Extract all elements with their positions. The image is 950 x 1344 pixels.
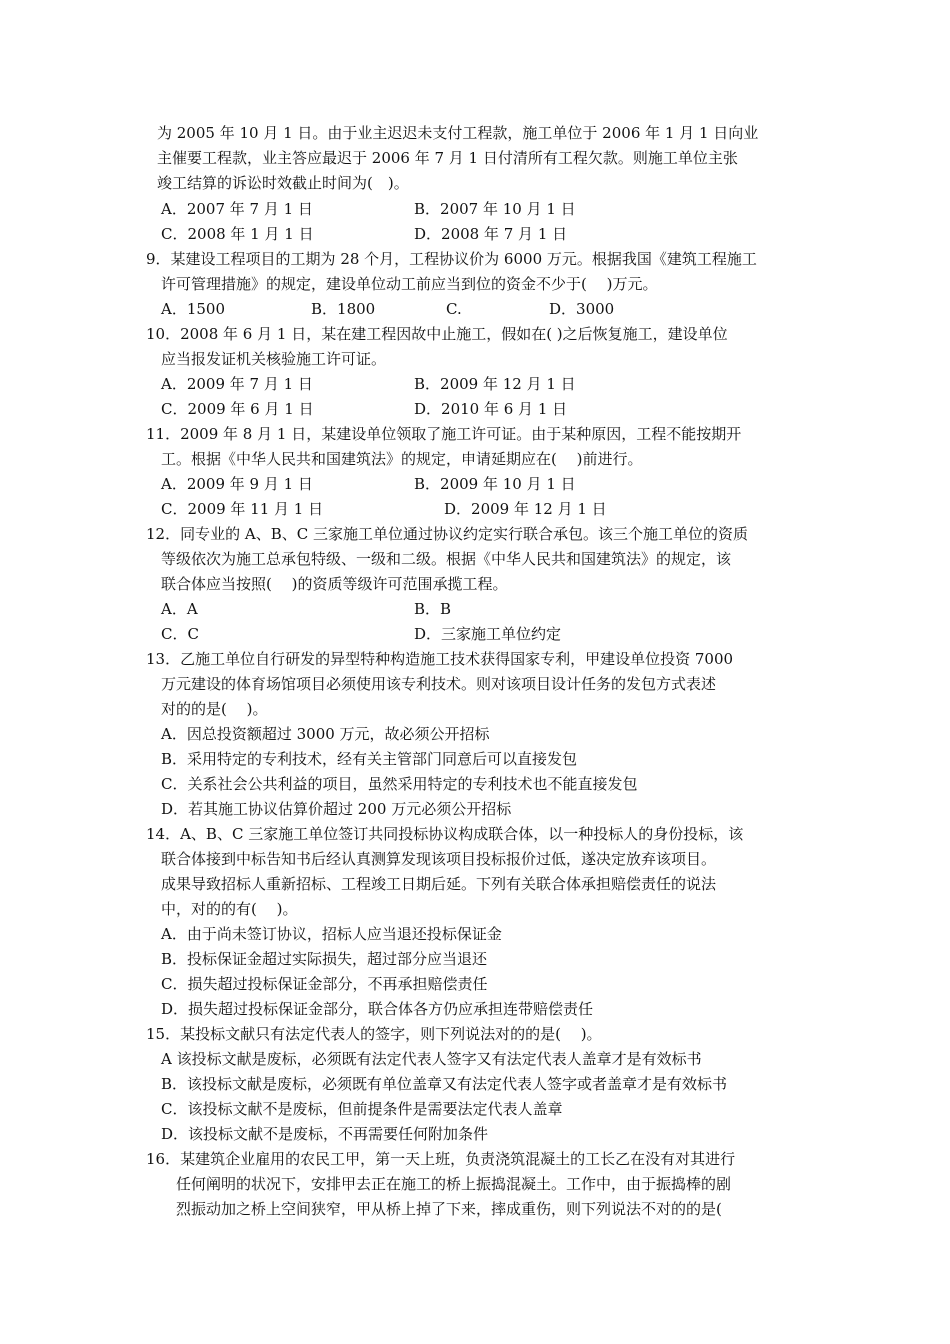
question-line: 12．同专业的 A、B、C 三家施工单位通过协议约定实行联合承包。该三个施工单位的资质 <box>146 525 748 543</box>
option-b: B．投标保证金超过实际损失，超过部分应当退还 <box>161 950 488 968</box>
question-line: 为 2005 年 10 月 1 日。由于业主迟迟未支付工程款，施工单位于 2006 年 1 月 1 日向业 <box>157 124 759 142</box>
option-d: D．该投标文献不是废标，不再需要任何附加条件 <box>161 1125 489 1143</box>
option-c: C. <box>446 300 462 318</box>
option-a: A．1500 <box>161 300 226 318</box>
question-line: 主催要工程款，业主答应最迟于 2006 年 7 月 1 日付清所有工程欠款。则施工单位主张 <box>157 149 738 167</box>
option-d: D．若其施工协议估算价超过 200 万元必须公开招标 <box>161 800 512 818</box>
option-a: A．由于尚未签订协议，招标人应当退还投标保证金 <box>161 925 502 943</box>
question-line: 16．某建筑企业雇用的农民工甲，第一天上班，负责浇筑混凝土的工长乙在没有对其进行 <box>146 1150 736 1168</box>
option-d: D．2010 年 6 月 1 日 <box>414 400 568 418</box>
option-b: B．2009 年 12 月 1 日 <box>414 375 576 393</box>
option-b: B．采用特定的专利技术，经有关主管部门同意后可以直接发包 <box>161 750 578 768</box>
option-a: A．因总投资额超过 3000 万元，故必须公开招标 <box>161 725 490 743</box>
question-line: 成果导致招标人重新招标、工程竣工日期后延。下列有关联合体承担赔偿责任的说法 <box>161 875 717 893</box>
question-line: 等级依次为施工总承包特级、一级和二级。根据《中华人民共和国建筑法》的规定，该 <box>161 550 732 568</box>
question-line: 应当报发证机关核验施工许可证。 <box>161 350 387 368</box>
question-line: 联合体接到中标告知书后经认真测算发现该项目投标报价过低，遂决定放弃该项目。 <box>161 850 717 868</box>
question-line: 13．乙施工单位自行研发的异型特种构造施工技术获得国家专利，甲建设单位投资 7000 <box>146 650 734 668</box>
option-a: A．2009 年 7 月 1 日 <box>161 375 313 393</box>
option-c: C．2009 年 6 月 1 日 <box>161 400 314 418</box>
option-c: C．2008 年 1 月 1 日 <box>161 225 314 243</box>
question-line: 10．2008 年 6 月 1 日，某在建工程因故中止施工，假如在( )之后恢复施工，建设单位 <box>146 325 728 343</box>
question-line: 14．A、B、C 三家施工单位签订共同投标协议构成联合体，以一种投标人的身份投标，该 <box>146 825 744 843</box>
question-line: 烈振动加之桥上空间狭窄，甲从桥上掉了下来，摔成重伤，则下列说法不对的的是( <box>176 1200 722 1218</box>
option-b: B．2009 年 10 月 1 日 <box>414 475 576 493</box>
question-line: 11．2009 年 8 月 1 日，某建设单位领取了施工许可证。由于某种原因，工程不能按期开 <box>146 425 742 443</box>
option-d: D．3000 <box>549 300 615 318</box>
question-line: 联合体应当按照( )的资质等级许可范围承揽工程。 <box>161 575 508 593</box>
question-line: 中，对的的有( )。 <box>161 900 298 918</box>
question-line: 15．某投标文献只有法定代表人的签字，则下列说法对的的是( )。 <box>146 1025 602 1043</box>
option-b: B．该投标文献是废标，必须既有单位盖章又有法定代表人签字或者盖章才是有效标书 <box>161 1075 728 1093</box>
question-line: 许可管理措施》的规定，建设单位动工前应当到位的资金不少于( )万元。 <box>161 275 658 293</box>
option-d: D．2008 年 7 月 1 日 <box>414 225 568 243</box>
question-line: 9．某建设工程项目的工期为 28 个月，工程协议价为 6000 万元。根据我国《建筑工程施工 <box>146 250 757 268</box>
option-b: B．2007 年 10 月 1 日 <box>414 200 576 218</box>
option-a: A．A <box>161 600 198 618</box>
question-line: 工。根据《中华人民共和国建筑法》的规定，申请延期应在( )前进行。 <box>161 450 643 468</box>
option-b: B．B <box>414 600 452 618</box>
option-d: D．2009 年 12 月 1 日 <box>444 500 607 518</box>
option-d: D．三家施工单位约定 <box>414 625 562 643</box>
option-a: A．2009 年 9 月 1 日 <box>161 475 313 493</box>
question-line: 万元建设的体育场馆项目必须使用该专利技术。则对该项目设计任务的发包方式表述 <box>161 675 717 693</box>
option-c: C．2009 年 11 月 1 日 <box>161 500 324 518</box>
question-line: 竣工结算的诉讼时效截止时间为( )。 <box>157 174 409 192</box>
option-a: A 该投标文献是废标，必须既有法定代表人签字又有法定代表人盖章才是有效标书 <box>161 1050 702 1068</box>
option-b: B．1800 <box>311 300 376 318</box>
option-c: C．C <box>161 625 199 643</box>
option-d: D．损失超过投标保证金部分，联合体各方仍应承担连带赔偿责任 <box>161 1000 594 1018</box>
question-line: 对的的是( )。 <box>161 700 268 718</box>
option-c: C．关系社会公共利益的项目，虽然采用特定的专利技术也不能直接发包 <box>161 775 638 793</box>
question-line: 任何阐明的状况下，安排甲去正在施工的桥上振捣混凝土。工作中，由于振捣棒的剧 <box>176 1175 732 1193</box>
option-c: C．该投标文献不是废标，但前提条件是需要法定代表人盖章 <box>161 1100 563 1118</box>
option-a: A．2007 年 7 月 1 日 <box>161 200 313 218</box>
option-c: C．损失超过投标保证金部分，不再承担赔偿责任 <box>161 975 488 993</box>
